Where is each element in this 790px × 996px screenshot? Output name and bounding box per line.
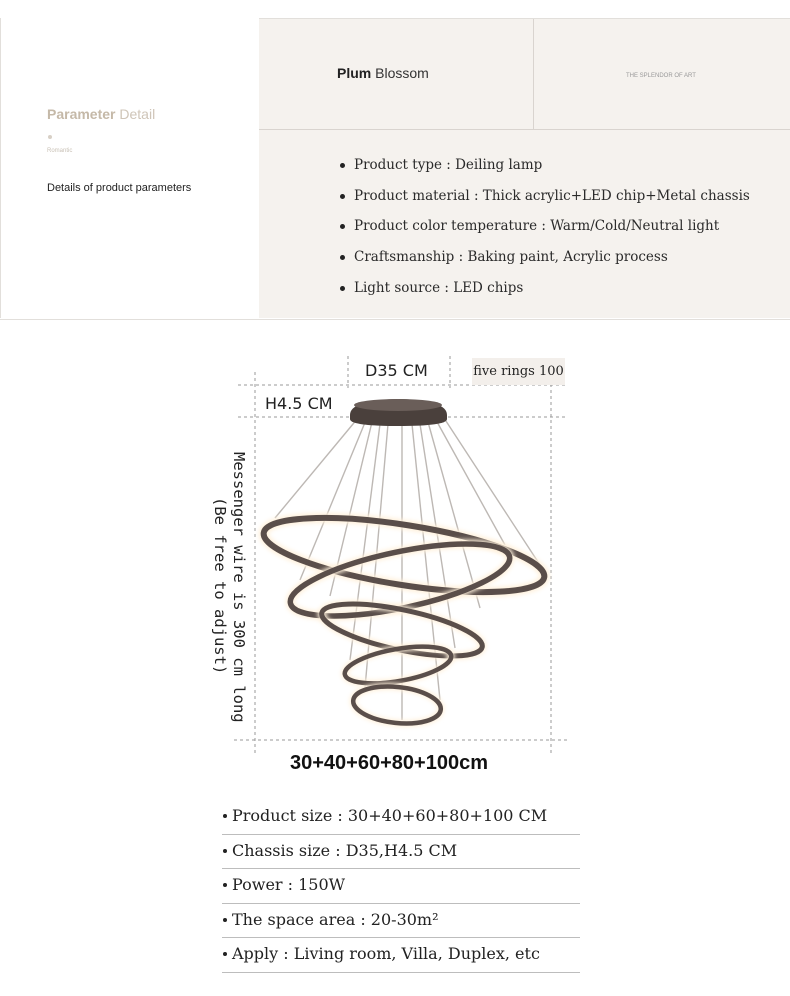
light-rings <box>259 503 549 727</box>
parameter-detail-title <box>47 106 155 122</box>
rings-tag: five rings 100 <box>472 358 565 385</box>
bullet-icon <box>340 286 345 291</box>
spec-list-item <box>340 181 750 212</box>
bottom-spec-row <box>222 904 580 939</box>
bullet-icon <box>223 883 227 887</box>
panel-divider-vertical <box>533 19 534 129</box>
bullet-icon <box>340 194 345 199</box>
bullet-icon <box>340 163 345 168</box>
bottom-spec-row <box>222 938 580 973</box>
bottom-spec-text: Power : 150W <box>232 875 346 895</box>
romantic-caption: Romantic <box>47 148 73 154</box>
splendor-caption: THE SPLENDOR OF ART <box>626 73 696 79</box>
diameter-label: D35 CM <box>365 361 428 380</box>
parameter-left-panel <box>0 18 260 318</box>
bullet-icon <box>223 918 227 922</box>
decorative-dot-icon <box>48 135 52 139</box>
height-label: H4.5 CM <box>265 394 333 413</box>
bottom-spec-list <box>222 800 580 973</box>
product-spec-list <box>340 150 750 303</box>
spec-list-item <box>340 242 750 273</box>
bullet-icon <box>223 849 227 853</box>
bullet-icon <box>223 814 227 818</box>
parameter-title-light: Detail <box>119 106 156 122</box>
bottom-spec-text: Product size : 30+40+60+80+100 CM <box>232 806 548 825</box>
spec-text: Craftsmanship : Baking paint, Acrylic process <box>354 249 668 266</box>
bullet-icon <box>340 255 345 260</box>
bottom-spec-row <box>222 800 580 835</box>
spec-text: Product color temperature : Warm/Cold/Neutral light <box>354 218 720 235</box>
spec-list-item <box>340 273 750 304</box>
plum-title-light: Blossom <box>375 65 429 81</box>
spec-text: Product type : Deiling lamp <box>354 157 543 173</box>
spec-list-item <box>340 211 750 242</box>
bullet-icon <box>223 952 227 956</box>
wire-length-text: Messenger wire is 300 cm long <box>230 452 248 723</box>
wire-length-label <box>211 452 261 723</box>
ceiling-canopy <box>350 399 447 426</box>
bottom-spec-row <box>222 835 580 870</box>
spec-text: Product material : Thick acrylic+LED chip+Metal chassis <box>354 187 750 204</box>
bottom-spec-text: Chassis size : D35,H4.5 CM <box>232 840 458 860</box>
total-size-label: 30+40+60+80+100cm <box>290 752 488 774</box>
chandelier-illustration <box>0 330 790 760</box>
bottom-spec-row <box>222 869 580 904</box>
panel-divider-horizontal <box>259 129 790 130</box>
plum-blossom-title <box>337 65 429 81</box>
spec-text: Light source : LED chips <box>354 279 524 296</box>
bullet-icon <box>340 224 345 229</box>
details-text: Details of product parameters <box>47 182 192 194</box>
bottom-spec-text: Apply : Living room, Villa, Duplex, etc <box>232 944 540 964</box>
bottom-spec-text: The space area : 20-30m² <box>232 909 439 929</box>
wire-adjust-text: (Be free to adjust) <box>211 497 229 675</box>
parameter-title-bold: Parameter <box>47 106 116 122</box>
plum-title-bold: Plum <box>337 65 372 81</box>
spec-list-item <box>340 150 750 181</box>
